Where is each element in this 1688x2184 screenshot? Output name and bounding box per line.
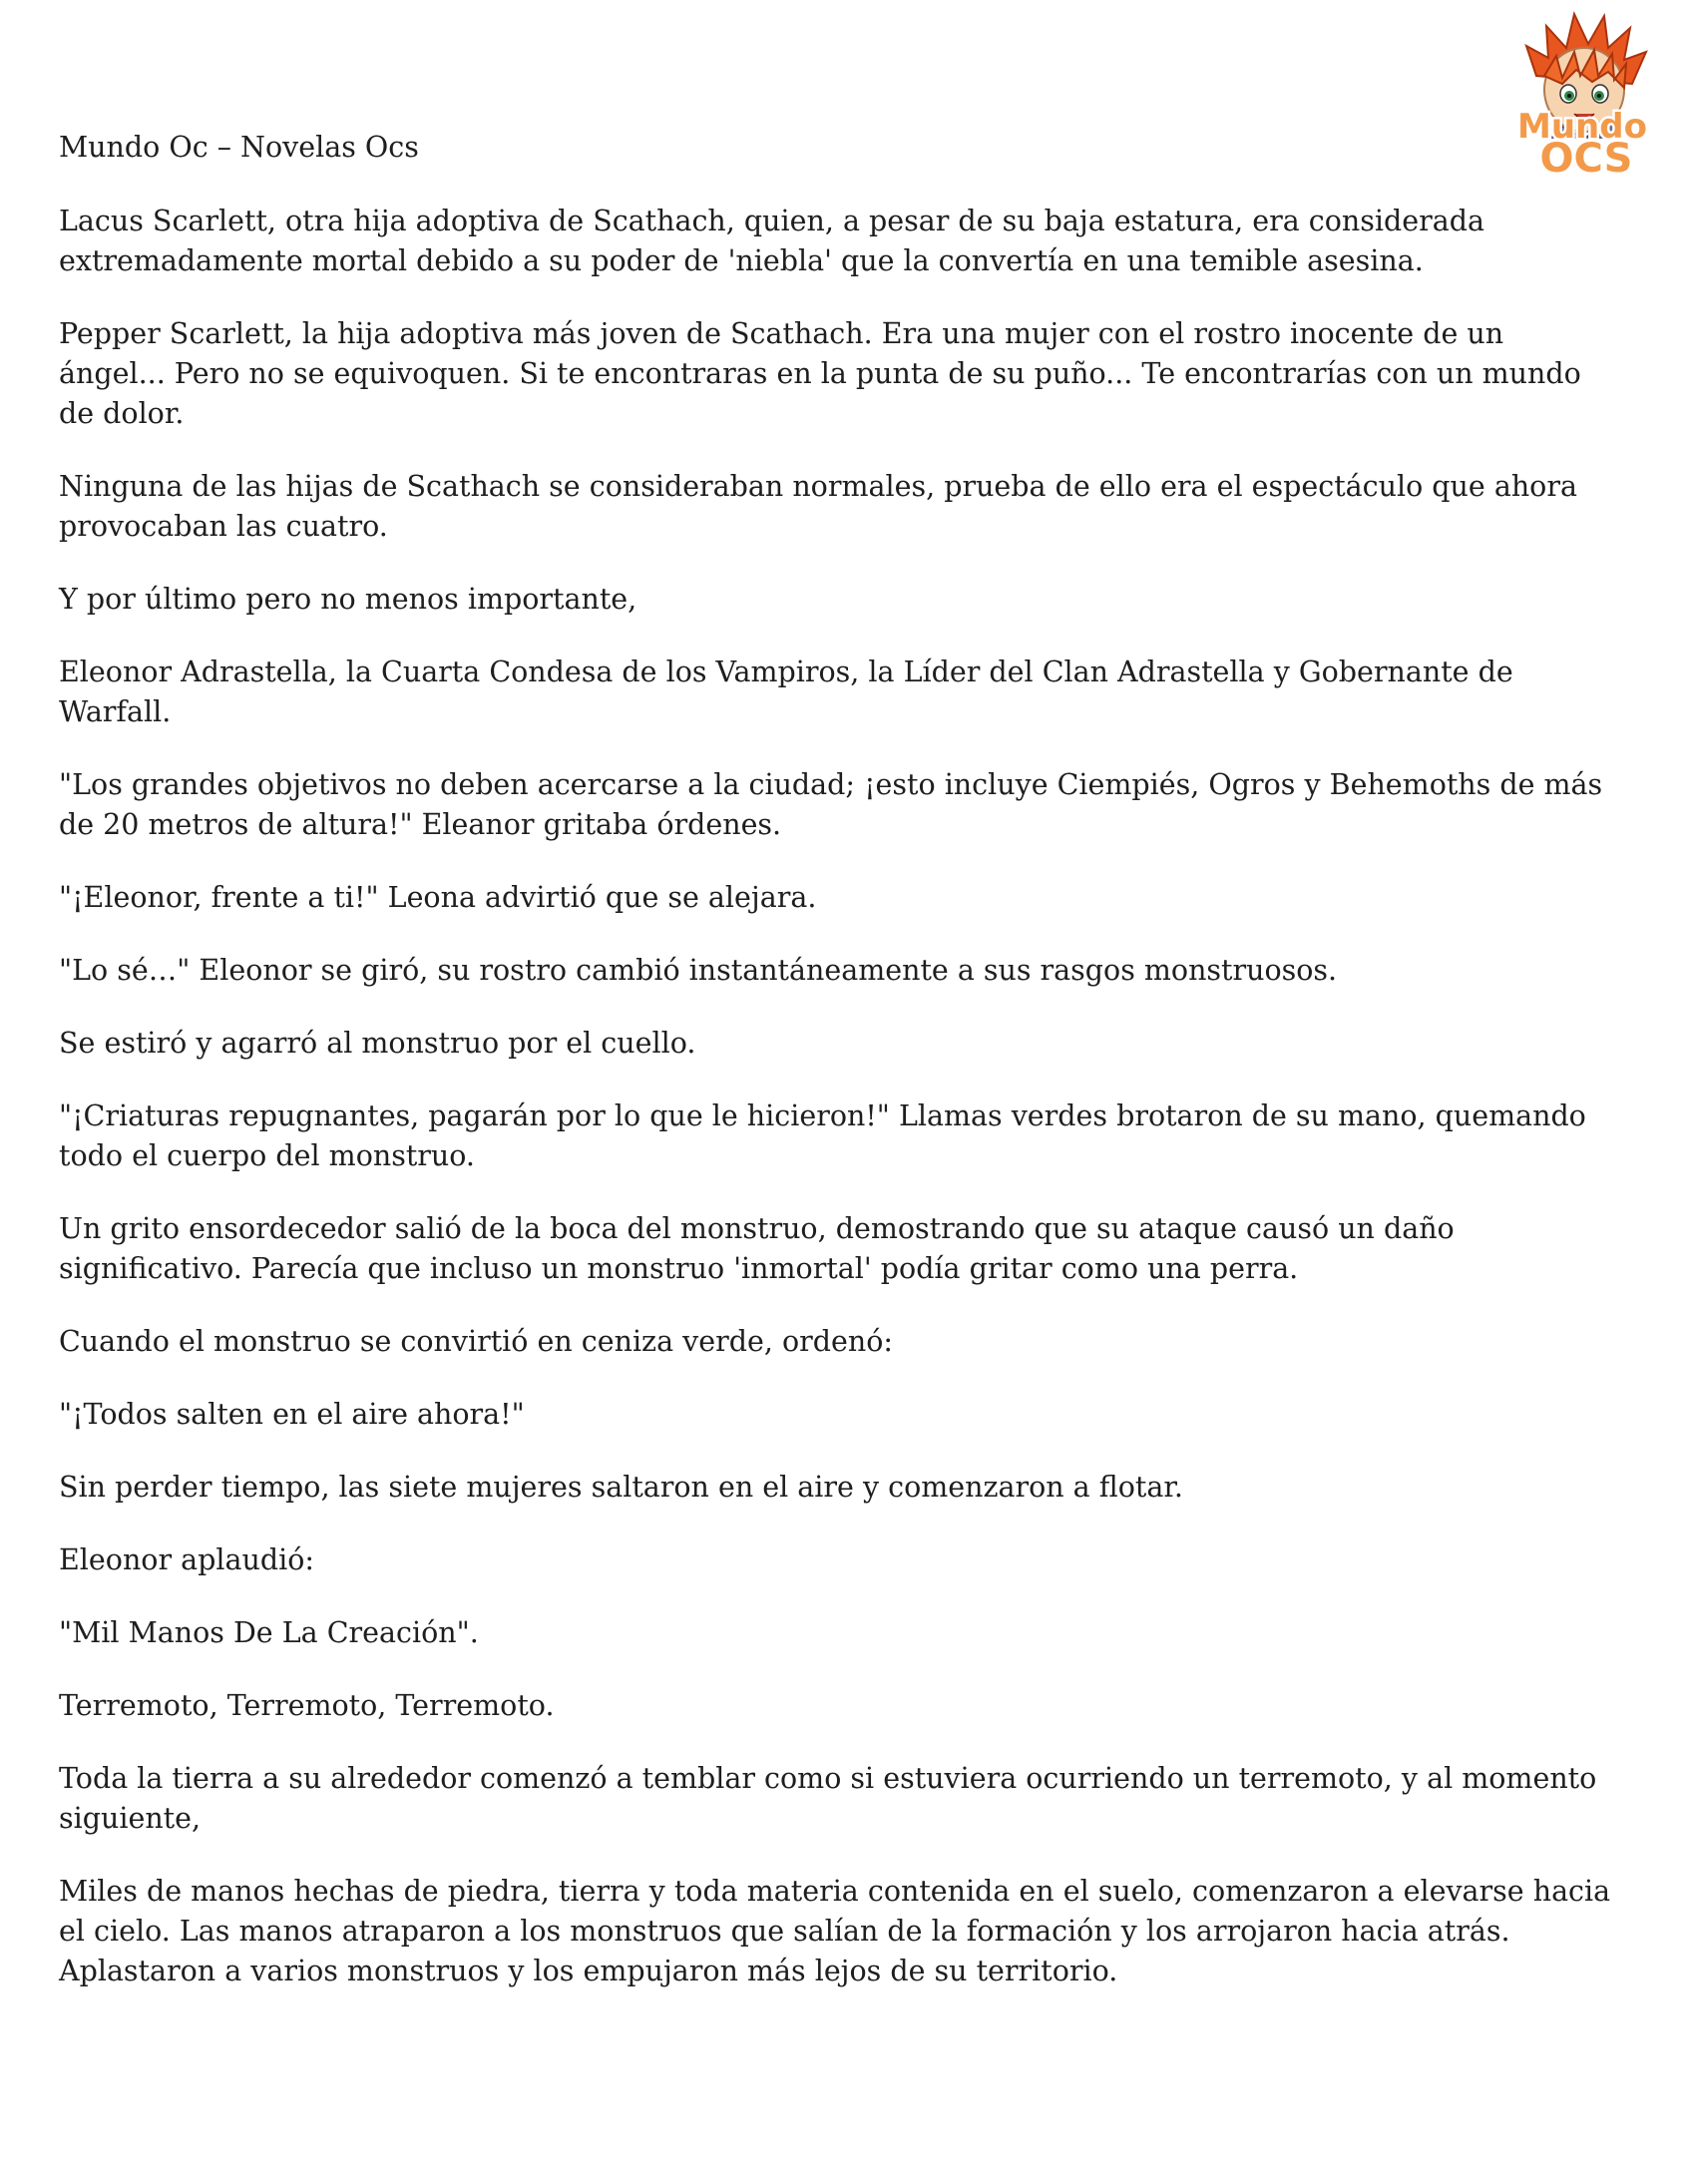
document-body <box>59 128 1615 2024</box>
paragraph: "¡Todos salten en el aire ahora!" <box>59 1398 525 1431</box>
paragraph: Y por último pero no menos importante, <box>59 583 637 616</box>
paragraph: Sin perder tiempo, las siete mujeres saltaron en el aire y comenzaron a flotar. <box>59 1471 1183 1504</box>
paragraph: "Lo sé…" Eleonor se giró, su rostro cambió instantáneamente a sus rasgos monstruosos. <box>59 954 1338 987</box>
paragraph: "Los grandes objetivos no deben acercarse a la ciudad; ¡esto incluye Ciempiés, Ogros y Behemoths de más de 20 metros de altura!" Eleanor gritaba órdenes. <box>59 768 1603 841</box>
paragraph: "Mil Manos De La Creación". <box>59 1616 479 1649</box>
paragraph: Miles de manos hechas de piedra, tierra y toda materia contenida en el suelo, comenzaron a elevarse hacia el cielo. Las manos atraparon a los monstruos que salían de la formación y los arrojaron hacia atrás. Aplastaron a varios monstruos y los empujaron más lejos de su territorio. <box>59 1875 1611 1987</box>
document-header: Mundo Oc – Novelas Ocs <box>59 131 419 164</box>
paragraph: Un grito ensordecedor salió de la boca del monstruo, demostrando que su ataque causó un daño significativo. Parecía que incluso un monstruo 'inmortal' podía gritar como una perra. <box>59 1212 1455 1285</box>
logo-text-line1: Mundo <box>1517 107 1647 147</box>
logo-text-line2: OCS <box>1539 136 1633 182</box>
paragraph: Lacus Scarlett, otra hija adoptiva de Scathach, quien, a pesar de su baja estatura, era considerada extremadamente mortal debido a su poder de 'niebla' que la convertía en una temible asesina. <box>59 205 1484 277</box>
paragraph: Eleonor Adrastella, la Cuarta Condesa de los Vampiros, la Líder del Clan Adrastella y Gobernante de Warfall. <box>59 655 1513 728</box>
paragraph: Ninguna de las hijas de Scathach se consideraban normales, prueba de ello era el espectáculo que ahora provocaban las cuatro. <box>59 470 1577 543</box>
paragraph: Eleonor aplaudió: <box>59 1543 314 1576</box>
paragraph: Pepper Scarlett, la hija adoptiva más joven de Scathach. Era una mujer con el rostro inocente de un ángel... Pero no se equivoquen. Si te encontraras en la punta de su puño... Te encontrarías con un mundo de dolor. <box>59 317 1581 430</box>
paragraph: Toda la tierra a su alrededor comenzó a temblar como si estuviera ocurriendo un terremoto, y al momento siguiente, <box>59 1762 1597 1835</box>
paragraph: Cuando el monstruo se convirtió en ceniza verde, ordenó: <box>59 1325 893 1358</box>
paragraph: "¡Eleonor, frente a ti!" Leona advirtió que se alejara. <box>59 881 817 914</box>
paragraph: Terremoto, Terremoto, Terremoto. <box>59 1689 555 1722</box>
paragraph: Se estiró y agarró al monstruo por el cuello. <box>59 1027 696 1060</box>
paragraph: "¡Criaturas repugnantes, pagarán por lo que le hicieron!" Llamas verdes brotaron de su mano, quemando todo el cuerpo del monstruo. <box>59 1099 1586 1172</box>
